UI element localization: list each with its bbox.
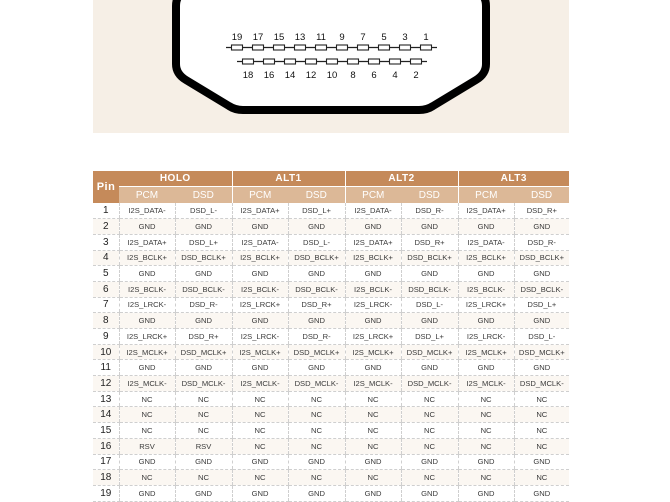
signal-cell: I2S_MCLK+ (119, 344, 175, 360)
signal-cell: I2S_DATA+ (458, 203, 514, 219)
signal-cell: I2S_DATA- (232, 234, 288, 250)
table-row (93, 438, 569, 454)
subheader-row (93, 187, 569, 204)
signal-cell: GND (119, 485, 175, 501)
signal-cell: DSD_BCLK- (288, 281, 345, 297)
signal-cell: I2S_MCLK- (119, 376, 175, 392)
signal-cell: DSD_BCLK+ (288, 250, 345, 266)
signal-cell: GND (458, 219, 514, 235)
table-row (93, 329, 569, 345)
signal-cell: DSD_BCLK- (175, 281, 232, 297)
signal-cell: GND (345, 360, 401, 376)
signal-cell: GND (119, 313, 175, 329)
table-row (93, 376, 569, 392)
connector-pin (369, 59, 380, 64)
subheader-dsd: DSD (514, 187, 569, 204)
signal-cell: I2S_LRCK- (458, 329, 514, 345)
signal-cell: GND (119, 219, 175, 235)
signal-cell: NC (232, 407, 288, 423)
signal-cell: NC (401, 423, 458, 439)
table-row (93, 391, 569, 407)
bottom-pin-row (237, 59, 427, 64)
signal-cell: GND (514, 360, 569, 376)
pin-label: 1 (423, 32, 429, 43)
signal-cell: NC (232, 438, 288, 454)
pin-label: 4 (392, 70, 398, 81)
pin-number-cell: 12 (93, 376, 119, 392)
signal-cell: NC (288, 423, 345, 439)
pin-label: 6 (371, 70, 377, 81)
signal-cell: DSD_R- (514, 234, 569, 250)
signal-cell: NC (119, 391, 175, 407)
pin-number-cell: 16 (93, 438, 119, 454)
signal-cell: GND (458, 313, 514, 329)
pin-label: 8 (350, 70, 356, 81)
connector-pin (253, 45, 264, 50)
table-row (93, 485, 569, 501)
signal-cell: I2S_MCLK- (458, 376, 514, 392)
table-row (93, 250, 569, 266)
signal-cell: NC (514, 470, 569, 486)
connector-diagram-panel (93, 0, 569, 133)
signal-cell: NC (514, 391, 569, 407)
signal-cell: I2S_MCLK+ (232, 344, 288, 360)
pin-label: 14 (284, 70, 296, 81)
pin-label: 17 (252, 32, 264, 43)
signal-cell: NC (345, 438, 401, 454)
signal-cell: NC (401, 470, 458, 486)
signal-cell: NC (119, 423, 175, 439)
connector-pin (316, 45, 327, 50)
signal-cell: GND (458, 266, 514, 282)
signal-cell: I2S_DATA+ (119, 234, 175, 250)
table-row (93, 297, 569, 313)
table-row (93, 454, 569, 470)
connector-pin (390, 59, 401, 64)
signal-cell: GND (119, 454, 175, 470)
signal-cell: DSD_L- (514, 329, 569, 345)
signal-cell: I2S_DATA+ (232, 203, 288, 219)
signal-cell: NC (458, 438, 514, 454)
signal-cell: DSD_BCLK- (514, 281, 569, 297)
pin-number-cell: 3 (93, 234, 119, 250)
signal-cell: DSD_R+ (514, 203, 569, 219)
signal-cell: DSD_R- (401, 203, 458, 219)
connector-outline (176, 0, 486, 110)
connector-pin (337, 45, 348, 50)
pin-label: 15 (273, 32, 285, 43)
pin-number-cell: 5 (93, 266, 119, 282)
signal-cell: DSD_R- (175, 297, 232, 313)
signal-cell: GND (175, 485, 232, 501)
signal-cell: NC (458, 407, 514, 423)
pinout-table (93, 171, 569, 502)
signal-cell: GND (288, 313, 345, 329)
signal-cell: DSD_BCLK- (401, 281, 458, 297)
signal-cell: NC (232, 423, 288, 439)
signal-cell: GND (514, 485, 569, 501)
signal-cell: GND (232, 266, 288, 282)
signal-cell: NC (458, 391, 514, 407)
subheader-pcm: PCM (458, 187, 514, 204)
connector-pin (411, 59, 422, 64)
pin-number-cell: 4 (93, 250, 119, 266)
bottom-row-pin-labels (243, 70, 419, 81)
subheader-dsd: DSD (175, 187, 232, 204)
table-row (93, 234, 569, 250)
table-row (93, 281, 569, 297)
signal-cell: NC (175, 391, 232, 407)
signal-cell: GND (345, 219, 401, 235)
connector-pin (379, 45, 390, 50)
signal-cell: GND (514, 313, 569, 329)
signal-cell: GND (288, 266, 345, 282)
signal-cell: GND (458, 454, 514, 470)
subheader-pcm: PCM (345, 187, 401, 204)
pin-label: 10 (326, 70, 338, 81)
signal-cell: DSD_MCLK- (175, 376, 232, 392)
pin-number-cell: 18 (93, 470, 119, 486)
table-row (93, 203, 569, 219)
signal-cell: I2S_DATA- (458, 234, 514, 250)
table-row (93, 423, 569, 439)
signal-cell: I2S_LRCK+ (232, 297, 288, 313)
signal-cell: GND (401, 266, 458, 282)
subheader-dsd: DSD (401, 187, 458, 204)
signal-cell: GND (401, 454, 458, 470)
connector-pin (421, 45, 432, 50)
signal-cell: GND (232, 219, 288, 235)
signal-cell: I2S_DATA- (119, 203, 175, 219)
signal-cell: GND (458, 485, 514, 501)
connector-pin (243, 59, 254, 64)
signal-cell: NC (345, 423, 401, 439)
signal-cell: I2S_BCLK- (345, 281, 401, 297)
subheader-dsd: DSD (288, 187, 345, 204)
connector-pin (295, 45, 306, 50)
pin-number-cell: 8 (93, 313, 119, 329)
signal-cell: GND (401, 360, 458, 376)
signal-cell: NC (288, 438, 345, 454)
table-row (93, 219, 569, 235)
signal-cell: NC (288, 470, 345, 486)
signal-cell: GND (288, 360, 345, 376)
pin-number-cell: 9 (93, 329, 119, 345)
pin-number-cell: 6 (93, 281, 119, 297)
signal-cell: NC (401, 438, 458, 454)
signal-cell: DSD_MCLK- (288, 376, 345, 392)
signal-cell: DSD_BCLK+ (514, 250, 569, 266)
pin-label: 18 (242, 70, 254, 81)
signal-cell: DSD_L+ (514, 297, 569, 313)
pinout-table-body (93, 203, 569, 501)
signal-cell: NC (345, 407, 401, 423)
signal-cell: I2S_DATA- (345, 203, 401, 219)
pin-number-cell: 10 (93, 344, 119, 360)
signal-cell: I2S_BCLK+ (458, 250, 514, 266)
signal-cell: RSV (119, 438, 175, 454)
signal-cell: GND (175, 219, 232, 235)
signal-cell: GND (175, 313, 232, 329)
pin-label: 19 (231, 32, 243, 43)
connector-pin (274, 45, 285, 50)
signal-cell: GND (514, 266, 569, 282)
signal-cell: GND (119, 266, 175, 282)
pin-number-cell: 13 (93, 391, 119, 407)
signal-cell: I2S_LRCK+ (345, 329, 401, 345)
signal-cell: GND (232, 313, 288, 329)
pin-label: 11 (316, 32, 326, 43)
signal-cell: I2S_BCLK- (119, 281, 175, 297)
pin-number-cell: 11 (93, 360, 119, 376)
pin-label: 7 (360, 32, 366, 43)
pin-column-header: Pin (93, 171, 119, 203)
signal-cell: DSD_R- (288, 329, 345, 345)
table-row (93, 470, 569, 486)
signal-cell: I2S_LRCK+ (458, 297, 514, 313)
signal-cell: NC (514, 438, 569, 454)
signal-cell: GND (119, 360, 175, 376)
signal-cell: GND (232, 485, 288, 501)
signal-cell: I2S_BCLK- (458, 281, 514, 297)
signal-cell: DSD_MCLK- (514, 376, 569, 392)
signal-cell: NC (232, 470, 288, 486)
signal-cell: NC (119, 407, 175, 423)
signal-cell: I2S_BCLK+ (119, 250, 175, 266)
subheader-pcm: PCM (119, 187, 175, 204)
signal-cell: DSD_L+ (401, 329, 458, 345)
signal-cell: I2S_DATA+ (345, 234, 401, 250)
signal-cell: DSD_L+ (175, 234, 232, 250)
signal-cell: I2S_LRCK- (119, 297, 175, 313)
signal-cell: DSD_BCLK+ (175, 250, 232, 266)
connector-pin (285, 59, 296, 64)
group-header-row (93, 171, 569, 187)
signal-cell: I2S_LRCK- (345, 297, 401, 313)
hdmi-connector-diagram (93, 0, 569, 133)
signal-cell: I2S_BCLK+ (345, 250, 401, 266)
group-header-alt1: ALT1 (232, 171, 345, 187)
signal-cell: NC (119, 470, 175, 486)
signal-cell: GND (401, 219, 458, 235)
subheader-pcm: PCM (232, 187, 288, 204)
signal-cell: DSD_R+ (288, 297, 345, 313)
group-header-alt3: ALT3 (458, 171, 569, 187)
signal-cell: GND (345, 313, 401, 329)
signal-cell: DSD_MCLK+ (514, 344, 569, 360)
signal-cell: GND (288, 485, 345, 501)
pin-label: 13 (294, 32, 306, 43)
signal-cell: I2S_BCLK- (232, 281, 288, 297)
pin-number-cell: 15 (93, 423, 119, 439)
signal-cell: NC (232, 391, 288, 407)
group-header-holo: HOLO (119, 171, 232, 187)
signal-cell: NC (288, 391, 345, 407)
connector-pin (348, 59, 359, 64)
pin-label: 2 (413, 70, 419, 81)
signal-cell: RSV (175, 438, 232, 454)
signal-cell: DSD_MCLK- (401, 376, 458, 392)
signal-cell: GND (232, 454, 288, 470)
signal-cell: DSD_L- (401, 297, 458, 313)
signal-cell: GND (288, 454, 345, 470)
connector-pin (264, 59, 275, 64)
connector-pin (400, 45, 411, 50)
signal-cell: NC (345, 470, 401, 486)
signal-cell: NC (514, 423, 569, 439)
signal-cell: DSD_L+ (288, 203, 345, 219)
signal-cell: GND (232, 360, 288, 376)
table-row (93, 360, 569, 376)
pin-number-cell: 2 (93, 219, 119, 235)
connector-pin (327, 59, 338, 64)
signal-cell: GND (288, 219, 345, 235)
pin-number-cell: 1 (93, 203, 119, 219)
connector-pin (358, 45, 369, 50)
signal-cell: NC (458, 470, 514, 486)
table-row (93, 266, 569, 282)
signal-cell: I2S_MCLK+ (345, 344, 401, 360)
signal-cell: I2S_BCLK+ (232, 250, 288, 266)
pin-number-cell: 14 (93, 407, 119, 423)
pin-number-cell: 7 (93, 297, 119, 313)
signal-cell: NC (288, 407, 345, 423)
signal-cell: GND (175, 266, 232, 282)
signal-cell: DSD_L- (288, 234, 345, 250)
signal-cell: DSD_L- (175, 203, 232, 219)
group-header-alt2: ALT2 (345, 171, 458, 187)
pin-label: 3 (402, 32, 408, 43)
table-row (93, 313, 569, 329)
signal-cell: GND (401, 485, 458, 501)
signal-cell: NC (175, 407, 232, 423)
pin-number-cell: 19 (93, 485, 119, 501)
signal-cell: I2S_LRCK- (232, 329, 288, 345)
table-row (93, 344, 569, 360)
signal-cell: I2S_MCLK- (232, 376, 288, 392)
signal-cell: GND (458, 360, 514, 376)
connector-pin (232, 45, 243, 50)
signal-cell: DSD_MCLK+ (401, 344, 458, 360)
signal-cell: NC (401, 407, 458, 423)
signal-cell: GND (175, 454, 232, 470)
signal-cell: GND (514, 454, 569, 470)
signal-cell: GND (345, 485, 401, 501)
signal-cell: I2S_MCLK+ (458, 344, 514, 360)
signal-cell: NC (345, 391, 401, 407)
pin-label: 9 (339, 32, 345, 43)
signal-cell: GND (401, 313, 458, 329)
signal-cell: GND (514, 219, 569, 235)
signal-cell: I2S_LRCK+ (119, 329, 175, 345)
signal-cell: NC (401, 391, 458, 407)
table-row (93, 407, 569, 423)
signal-cell: NC (514, 407, 569, 423)
signal-cell: I2S_MCLK- (345, 376, 401, 392)
signal-cell: DSD_MCLK+ (288, 344, 345, 360)
pin-number-cell: 17 (93, 454, 119, 470)
connector-pin (306, 59, 317, 64)
pin-label: 5 (381, 32, 387, 43)
signal-cell: NC (175, 423, 232, 439)
signal-cell: NC (458, 423, 514, 439)
signal-cell: DSD_MCLK+ (175, 344, 232, 360)
signal-cell: GND (175, 360, 232, 376)
pin-label: 16 (263, 70, 275, 81)
signal-cell: GND (345, 454, 401, 470)
signal-cell: NC (175, 470, 232, 486)
pin-label: 12 (305, 70, 317, 81)
signal-cell: GND (345, 266, 401, 282)
signal-cell: DSD_BCLK+ (401, 250, 458, 266)
signal-cell: DSD_R+ (401, 234, 458, 250)
signal-cell: DSD_R+ (175, 329, 232, 345)
